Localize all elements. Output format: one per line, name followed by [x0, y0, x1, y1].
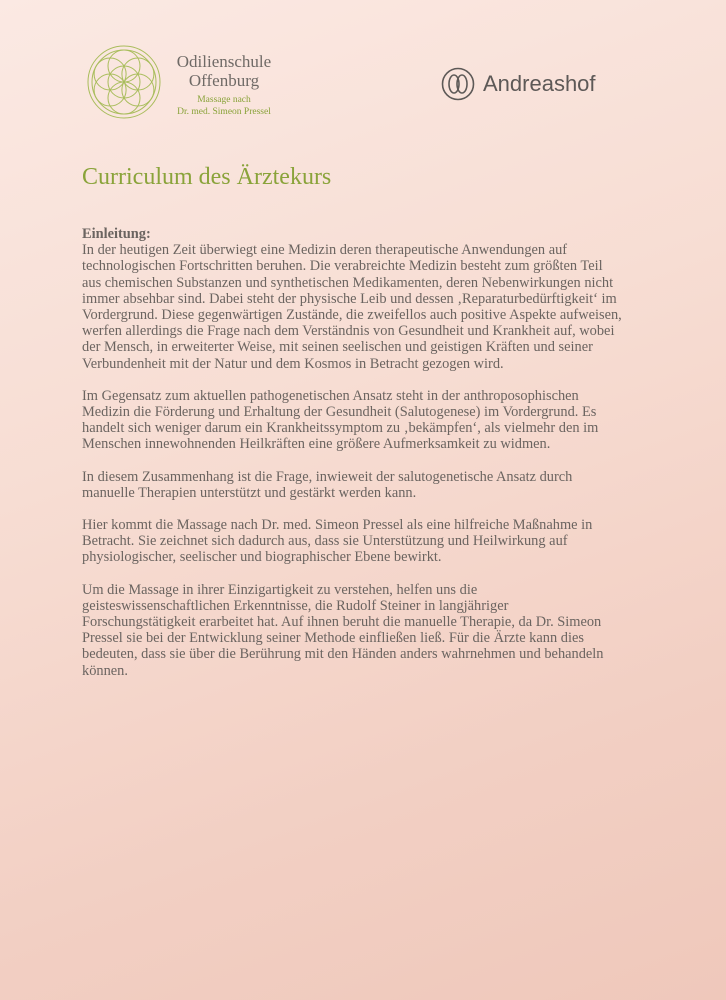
andreashof-knot-icon [441, 67, 475, 101]
page-title: Curriculum des Ärztekurs [82, 164, 332, 190]
school-name [164, 52, 284, 90]
paragraph-2: Im Gegensatz zum aktuellen pathogenetischen Ansatz steht in der anthroposophischen Medizin die Förderung und Erhaltung der Gesundheit (Salutogenese) im Vordergrund. Es handelt sich weniger darum ein Krankheitssymptom zu ‚bekämpfen‘, als vielmehr den im Menschen innewohnenden Heilkräften eine größere Aufmerksamkeit zu widmen. [82, 387, 599, 453]
school-sub-line2: Dr. med. Simeon Pressel [177, 107, 271, 117]
school-subtitle [164, 94, 284, 118]
school-sub-line1: Massage nach [197, 95, 251, 105]
paragraph-3: In diesem Zusammenhang ist die Frage, inwieweit der salutogenetische Ansatz durch manuelle Therapien unterstützt und gestärkt werden kann. [82, 468, 573, 501]
school-name-line2: Offenburg [188, 71, 260, 90]
paragraph-5: Um die Massage in ihrer Einzigartigkeit zu verstehen, helfen uns die geisteswissenschaftlichen Erkenntnisse, die Rudolf Steiner in langjähriger Forschungstätigkeit erarbeitet hat. Auf ihnen beruht die manuelle Therapie, da Dr. Simeon Pressel sie bei der Entwicklung seiner Methode einfließen ließ. Für die Ärzte kann dies bedeuten, dass sie über die Berührung mit den Händen anders wahrnehmen und behandeln können. [82, 581, 604, 679]
document-body [82, 226, 622, 695]
partner-name: Andreashof [483, 71, 596, 96]
paragraph-4: Hier kommt die Massage nach Dr. med. Simeon Pressel als eine hilfreiche Maßnahme in Betracht. Sie zeichnet sich dadurch aus, dass sie Unterstützung und Heilwirkung auf physiologischer, seelischer und biographischer Ebene bewirkt. [82, 517, 593, 566]
partner-logo [441, 66, 596, 102]
school-logo [86, 44, 286, 124]
flower-of-life-icon [86, 44, 162, 120]
school-name-line1: Odilienschule [176, 52, 272, 71]
paragraph-1: In der heutigen Zeit überwiegt eine Medizin deren therapeutische Anwendungen auf technologischen Fortschritten beruhen. Die verabreichte Medizin besteht zum größten Teil aus chemischen Substanzen und synthetischen Medikamenten, deren Nebenwirkungen nicht immer absehbar sind. Dabei steht der physische Leib und dessen ‚Reparaturbedürftigkeit‘ im Vordergrund. Diese gegenwärtigen Zustände, die zweifellos auch positive Aspekte aufweisen, werfen allerdings die Frage nach dem Verständnis von Gesundheit und Krankheit auf, wobei der Mensch, in erweiterter Weise, mit seinen seelischen und geistigen Kräften und seiner Verbundenheit mit der Natur und dem Kosmos in Betracht gezogen wird. [82, 242, 622, 372]
intro-heading: Einleitung: [82, 226, 151, 242]
